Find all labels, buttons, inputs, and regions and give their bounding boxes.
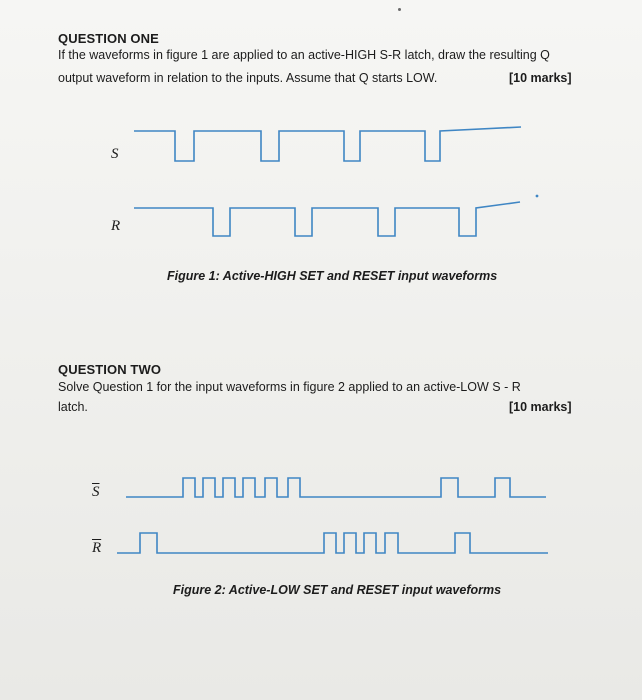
question-one-marks: [10 marks] bbox=[509, 71, 572, 85]
figure-2-s-bar-waveform bbox=[126, 478, 546, 497]
figure-2-r-bar-label: $\overline{R}$ bbox=[92, 540, 102, 556]
question-one-line-1: If the waveforms in figure 1 are applied to an active-HIGH S-R latch, draw the resulting Q bbox=[58, 48, 550, 62]
question-one-heading: QUESTION ONE bbox=[58, 31, 159, 46]
figure-1-caption: Figure 1: Active-HIGH SET and RESET input waveforms bbox=[167, 269, 498, 283]
question-one-line-2: output waveform in relation to the inputs. Assume that Q starts LOW. bbox=[58, 71, 438, 85]
question-two-line-1: Solve Question 1 for the input waveforms in figure 2 applied to an active-LOW S - R bbox=[58, 380, 521, 394]
figure-2-caption: Figure 2: Active-LOW SET and RESET input waveforms bbox=[173, 583, 502, 597]
question-two-line-2: latch. bbox=[58, 400, 88, 414]
question-two-marks: [10 marks] bbox=[509, 400, 572, 414]
figure-1-r-label: R bbox=[111, 218, 121, 234]
figure-1-s-label: S bbox=[111, 146, 119, 162]
figure-2-s-bar-label: $\overline{S}$ bbox=[92, 484, 100, 500]
figure-2-r-bar-waveform bbox=[117, 533, 548, 553]
question-two-heading: QUESTION TWO bbox=[58, 362, 162, 377]
